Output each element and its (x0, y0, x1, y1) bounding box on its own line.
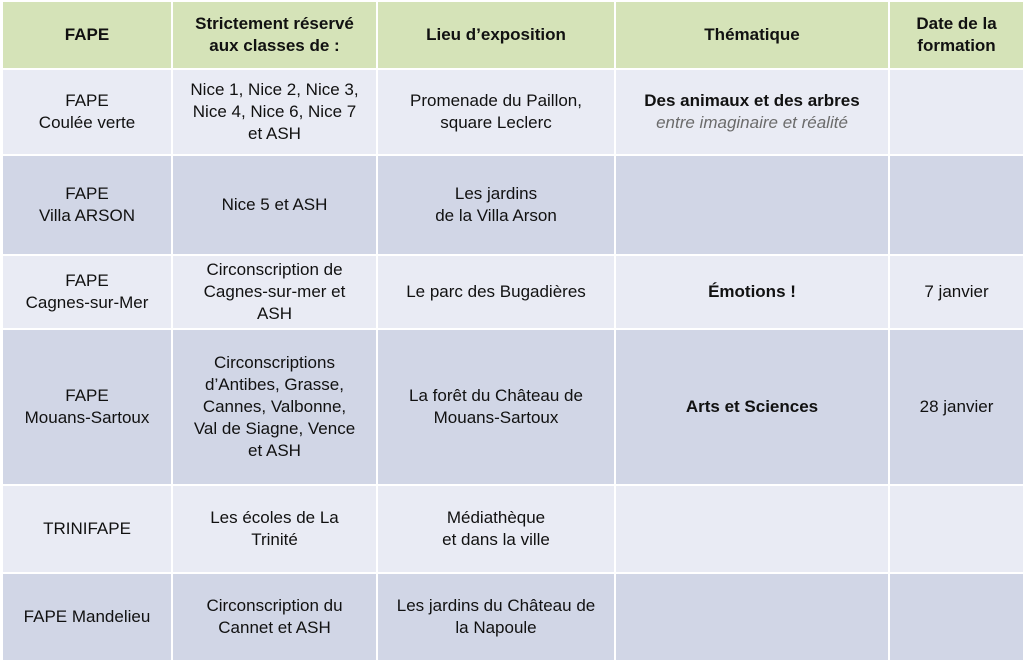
cell-lieu (377, 485, 615, 573)
cell-classes-line: Cagnes-sur-mer et (203, 282, 346, 301)
cell-fape-line: FAPE (65, 184, 109, 203)
header-date: Date de la formation (889, 1, 1024, 69)
cell-lieu (377, 255, 615, 329)
theme-subtitle: entre imaginaire et réalité (656, 113, 848, 132)
cell-classes (172, 155, 377, 255)
cell-classes-line: Nice 5 et ASH (221, 195, 328, 214)
cell-lieu-line: Les jardins du Château de (396, 596, 596, 615)
cell-lieu (377, 155, 615, 255)
cell-date (889, 573, 1024, 661)
cell-lieu-line: et dans la ville (442, 530, 550, 549)
cell-date (889, 485, 1024, 573)
cell-thematique (615, 155, 889, 255)
header-lieu: Lieu d’exposition (377, 1, 615, 69)
cell-lieu (377, 69, 615, 155)
cell-classes-line: Cannet et ASH (218, 618, 331, 637)
cell-classes (172, 485, 377, 573)
cell-fape-line: FAPE (65, 271, 109, 290)
cell-fape (2, 329, 172, 485)
cell-classes-line: Nice 1, Nice 2, Nice 3, (190, 80, 359, 99)
cell-date: 7 janvier (889, 255, 1024, 329)
table-row (2, 69, 1024, 155)
cell-classes-line: ASH (257, 304, 292, 323)
theme-title: Émotions ! (708, 282, 796, 301)
header-thematique: Thématique (615, 1, 889, 69)
theme-title: Des animaux et des arbres (644, 91, 860, 110)
header-fape: FAPE (2, 1, 172, 69)
cell-lieu (377, 329, 615, 485)
cell-lieu-line: Les jardins (454, 184, 538, 203)
table-row (2, 485, 1024, 573)
cell-thematique (615, 485, 889, 573)
cell-lieu-line: Le parc des Bugadières (406, 282, 586, 301)
cell-classes-line: Circonscription de (206, 260, 343, 279)
cell-fape (2, 573, 172, 661)
cell-fape-line: Mouans-Sartoux (24, 408, 150, 427)
table-row (2, 255, 1024, 329)
cell-fape-line: FAPE Mandelieu (23, 607, 151, 626)
cell-fape-line: Villa ARSON (38, 206, 136, 225)
cell-fape-line: FAPE (65, 91, 109, 110)
cell-classes-line: et ASH (248, 124, 301, 143)
cell-classes (172, 329, 377, 485)
cell-classes-line: Cannes, Valbonne, (202, 397, 347, 416)
cell-classes-line: d’Antibes, Grasse, (205, 375, 344, 394)
cell-date (889, 69, 1024, 155)
cell-date: 28 janvier (889, 329, 1024, 485)
cell-classes-line: Nice 4, Nice 6, Nice 7 (192, 102, 357, 121)
cell-classes (172, 255, 377, 329)
cell-fape-line: TRINIFAPE (43, 519, 131, 538)
table-header (2, 1, 1024, 69)
cell-thematique (615, 255, 889, 329)
cell-classes-line: Circonscription du (206, 596, 343, 615)
cell-classes-line: Val de Siagne, Vence (193, 419, 356, 438)
cell-fape (2, 69, 172, 155)
cell-fape (2, 155, 172, 255)
cell-fape-line: Cagnes-sur-Mer (25, 293, 149, 312)
cell-date (889, 155, 1024, 255)
cell-classes (172, 573, 377, 661)
cell-lieu (377, 573, 615, 661)
exhibition-table (1, 0, 1024, 662)
cell-fape (2, 485, 172, 573)
cell-lieu-line: Promenade du Paillon, (409, 91, 582, 110)
theme-title: Arts et Sciences (685, 397, 819, 416)
cell-thematique (615, 573, 889, 661)
table-row (2, 329, 1024, 485)
header-row (2, 1, 1024, 69)
cell-lieu-line: Médiathèque (446, 508, 546, 527)
cell-thematique (615, 69, 889, 155)
cell-lieu-line: de la Villa Arson (435, 206, 557, 225)
cell-lieu-line: La forêt du Château de (409, 386, 583, 405)
cell-classes-line: Trinité (251, 530, 298, 549)
table-body (2, 69, 1024, 661)
cell-lieu-line: Mouans-Sartoux (433, 408, 559, 427)
cell-classes-line: Les écoles de La (210, 508, 339, 527)
cell-classes-line: Circonscriptions (214, 353, 335, 372)
cell-lieu-line: square Leclerc (440, 113, 552, 132)
cell-thematique (615, 329, 889, 485)
cell-fape-line: Coulée verte (38, 113, 136, 132)
table-row (2, 573, 1024, 661)
cell-classes-line: et ASH (248, 441, 301, 460)
cell-fape-line: FAPE (65, 386, 109, 405)
header-classes: Strictement réservé aux classes de : (172, 1, 377, 69)
cell-fape (2, 255, 172, 329)
cell-lieu-line: la Napoule (455, 618, 537, 637)
cell-classes (172, 69, 377, 155)
table-row (2, 155, 1024, 255)
